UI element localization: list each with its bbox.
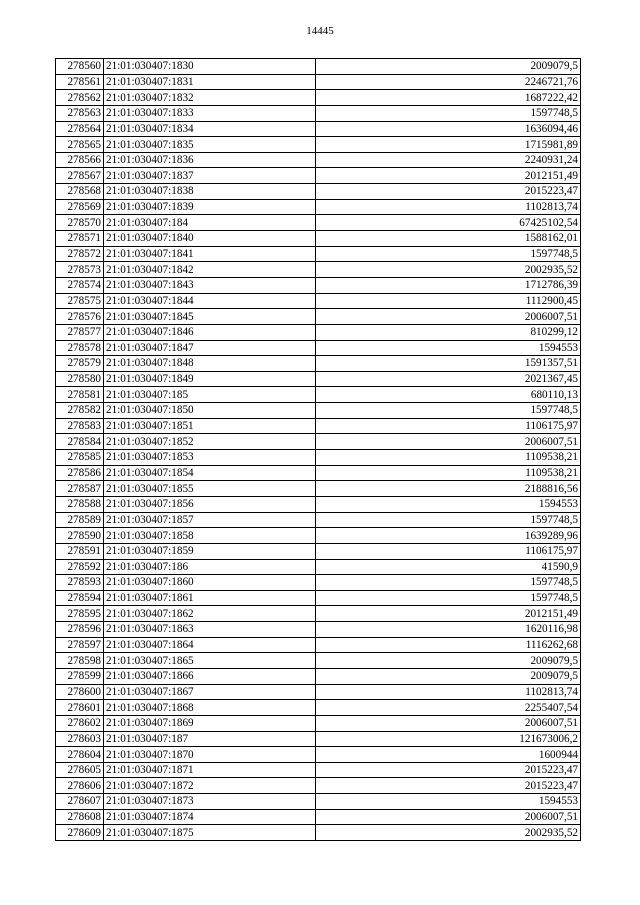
row-number-cell: 278571 xyxy=(56,231,104,247)
row-number-cell: 278598 xyxy=(56,653,104,669)
cadastral-value-cell: 1594553 xyxy=(316,794,581,810)
cadastral-value-cell: 67425102,54 xyxy=(316,215,581,231)
table-row xyxy=(56,606,581,622)
table-row xyxy=(56,74,581,90)
cadastral-number-cell: 21:01:030407:1863 xyxy=(104,622,316,638)
row-number-cell: 278582 xyxy=(56,403,104,419)
cadastral-number-cell: 21:01:030407:1847 xyxy=(104,340,316,356)
cadastral-number-cell: 21:01:030407:1831 xyxy=(104,74,316,90)
cadastral-number-cell: 21:01:030407:1851 xyxy=(104,418,316,434)
row-number-cell: 278609 xyxy=(56,825,104,841)
cadastral-number-cell: 21:01:030407:1866 xyxy=(104,668,316,684)
cadastral-value-cell: 1620116,98 xyxy=(316,622,581,638)
cadastral-number-cell: 21:01:030407:1845 xyxy=(104,309,316,325)
cadastral-number-cell: 21:01:030407:1830 xyxy=(104,59,316,75)
cadastral-number-cell: 21:01:030407:1859 xyxy=(104,543,316,559)
cadastral-value-cell: 1102813,74 xyxy=(316,684,581,700)
table-row xyxy=(56,152,581,168)
table-row xyxy=(56,450,581,466)
row-number-cell: 278565 xyxy=(56,137,104,153)
row-number-cell: 278576 xyxy=(56,309,104,325)
cadastral-value-cell: 2006007,51 xyxy=(316,809,581,825)
cadastral-value-cell: 2009079,5 xyxy=(316,59,581,75)
cadastral-value-cell: 2002935,52 xyxy=(316,262,581,278)
table-row xyxy=(56,465,581,481)
page-number: 14445 xyxy=(306,25,334,37)
cadastral-value-cell: 2009079,5 xyxy=(316,668,581,684)
cadastral-number-cell: 21:01:030407:1846 xyxy=(104,324,316,340)
table-row xyxy=(56,356,581,372)
cadastral-value-cell: 1715981,89 xyxy=(316,137,581,153)
row-number-cell: 278607 xyxy=(56,794,104,810)
row-number-cell: 278585 xyxy=(56,450,104,466)
cadastral-value-table xyxy=(55,58,581,841)
cadastral-value-cell: 2021367,45 xyxy=(316,371,581,387)
row-number-cell: 278601 xyxy=(56,700,104,716)
table-row xyxy=(56,731,581,747)
cadastral-value-cell: 1109538,21 xyxy=(316,465,581,481)
cadastral-number-cell: 21:01:030407:1833 xyxy=(104,105,316,121)
cadastral-value-cell: 1588162,01 xyxy=(316,231,581,247)
row-number-cell: 278568 xyxy=(56,184,104,200)
row-number-cell: 278578 xyxy=(56,340,104,356)
table-row xyxy=(56,105,581,121)
table-row xyxy=(56,762,581,778)
cadastral-value-cell: 1636094,46 xyxy=(316,121,581,137)
row-number-cell: 278580 xyxy=(56,371,104,387)
cadastral-value-cell: 1106175,97 xyxy=(316,418,581,434)
row-number-cell: 278602 xyxy=(56,715,104,731)
table-row xyxy=(56,121,581,137)
cadastral-number-cell: 21:01:030407:1849 xyxy=(104,371,316,387)
cadastral-number-cell: 21:01:030407:1839 xyxy=(104,199,316,215)
cadastral-number-cell: 21:01:030407:1860 xyxy=(104,575,316,591)
table-row xyxy=(56,559,581,575)
row-number-cell: 278569 xyxy=(56,199,104,215)
cadastral-value-cell: 1597748,5 xyxy=(316,246,581,262)
row-number-cell: 278579 xyxy=(56,356,104,372)
cadastral-number-cell: 21:01:030407:1850 xyxy=(104,403,316,419)
cadastral-value-cell: 2002935,52 xyxy=(316,825,581,841)
row-number-cell: 278566 xyxy=(56,152,104,168)
row-number-cell: 278596 xyxy=(56,622,104,638)
table-row xyxy=(56,168,581,184)
row-number-cell: 278581 xyxy=(56,387,104,403)
cadastral-number-cell: 21:01:030407:1855 xyxy=(104,481,316,497)
cadastral-number-cell: 21:01:030407:1864 xyxy=(104,637,316,653)
row-number-cell: 278605 xyxy=(56,762,104,778)
cadastral-value-cell: 2246721,76 xyxy=(316,74,581,90)
cadastral-number-cell: 21:01:030407:1836 xyxy=(104,152,316,168)
cadastral-value-cell: 1597748,5 xyxy=(316,575,581,591)
row-number-cell: 278599 xyxy=(56,668,104,684)
row-number-cell: 278606 xyxy=(56,778,104,794)
row-number-cell: 278600 xyxy=(56,684,104,700)
cadastral-number-cell: 21:01:030407:1844 xyxy=(104,293,316,309)
table-row xyxy=(56,653,581,669)
table-row xyxy=(56,199,581,215)
cadastral-number-cell: 21:01:030407:1868 xyxy=(104,700,316,716)
row-number-cell: 278595 xyxy=(56,606,104,622)
cadastral-value-cell: 1109538,21 xyxy=(316,450,581,466)
row-number-cell: 278577 xyxy=(56,324,104,340)
row-number-cell: 278587 xyxy=(56,481,104,497)
row-number-cell: 278588 xyxy=(56,496,104,512)
table-row xyxy=(56,371,581,387)
cadastral-number-cell: 21:01:030407:1840 xyxy=(104,231,316,247)
table-row xyxy=(56,512,581,528)
cadastral-value-cell: 1597748,5 xyxy=(316,512,581,528)
cadastral-number-cell: 21:01:030407:1865 xyxy=(104,653,316,669)
row-number-cell: 278562 xyxy=(56,90,104,106)
row-number-cell: 278567 xyxy=(56,168,104,184)
cadastral-number-cell: 21:01:030407:1867 xyxy=(104,684,316,700)
table-row xyxy=(56,590,581,606)
row-number-cell: 278590 xyxy=(56,528,104,544)
table-row xyxy=(56,434,581,450)
table-row xyxy=(56,324,581,340)
row-number-cell: 278584 xyxy=(56,434,104,450)
cadastral-number-cell: 21:01:030407:1869 xyxy=(104,715,316,731)
cadastral-number-cell: 21:01:030407:186 xyxy=(104,559,316,575)
cadastral-value-cell: 2015223,47 xyxy=(316,762,581,778)
cadastral-value-cell: 2012151,49 xyxy=(316,168,581,184)
cadastral-value-cell: 2006007,51 xyxy=(316,715,581,731)
cadastral-value-cell: 1600944 xyxy=(316,747,581,763)
cadastral-number-cell: 21:01:030407:1861 xyxy=(104,590,316,606)
cadastral-number-cell: 21:01:030407:1837 xyxy=(104,168,316,184)
cadastral-number-cell: 21:01:030407:1870 xyxy=(104,747,316,763)
cadastral-number-cell: 21:01:030407:1832 xyxy=(104,90,316,106)
row-number-cell: 278573 xyxy=(56,262,104,278)
table-row xyxy=(56,747,581,763)
row-number-cell: 278564 xyxy=(56,121,104,137)
row-number-cell: 278570 xyxy=(56,215,104,231)
cadastral-value-cell: 2255407,54 xyxy=(316,700,581,716)
cadastral-number-cell: 21:01:030407:1848 xyxy=(104,356,316,372)
cadastral-number-cell: 21:01:030407:1873 xyxy=(104,794,316,810)
row-number-cell: 278583 xyxy=(56,418,104,434)
row-number-cell: 278603 xyxy=(56,731,104,747)
cadastral-number-cell: 21:01:030407:1856 xyxy=(104,496,316,512)
cadastral-value-cell: 1687222,42 xyxy=(316,90,581,106)
table-row xyxy=(56,387,581,403)
row-number-cell: 278575 xyxy=(56,293,104,309)
cadastral-number-cell: 21:01:030407:1874 xyxy=(104,809,316,825)
row-number-cell: 278594 xyxy=(56,590,104,606)
table-row xyxy=(56,794,581,810)
cadastral-number-cell: 21:01:030407:1854 xyxy=(104,465,316,481)
cadastral-number-cell: 21:01:030407:1835 xyxy=(104,137,316,153)
row-number-cell: 278561 xyxy=(56,74,104,90)
cadastral-value-cell: 2006007,51 xyxy=(316,434,581,450)
cadastral-value-cell: 1597748,5 xyxy=(316,403,581,419)
row-number-cell: 278572 xyxy=(56,246,104,262)
cadastral-value-cell: 1102813,74 xyxy=(316,199,581,215)
row-number-cell: 278597 xyxy=(56,637,104,653)
cadastral-number-cell: 21:01:030407:1871 xyxy=(104,762,316,778)
cadastral-number-cell: 21:01:030407:1853 xyxy=(104,450,316,466)
table-row xyxy=(56,481,581,497)
table-body xyxy=(56,59,581,841)
cadastral-number-cell: 21:01:030407:1872 xyxy=(104,778,316,794)
table-row xyxy=(56,700,581,716)
cadastral-value-cell: 41590,9 xyxy=(316,559,581,575)
cadastral-value-cell: 1597748,5 xyxy=(316,590,581,606)
cadastral-number-cell: 21:01:030407:1843 xyxy=(104,277,316,293)
table-row xyxy=(56,575,581,591)
cadastral-value-cell: 2012151,49 xyxy=(316,606,581,622)
cadastral-number-cell: 21:01:030407:1875 xyxy=(104,825,316,841)
table-row xyxy=(56,778,581,794)
table-row xyxy=(56,637,581,653)
table-row xyxy=(56,340,581,356)
table-row xyxy=(56,184,581,200)
table-row xyxy=(56,668,581,684)
row-number-cell: 278604 xyxy=(56,747,104,763)
cadastral-number-cell: 21:01:030407:1838 xyxy=(104,184,316,200)
row-number-cell: 278560 xyxy=(56,59,104,75)
table-row xyxy=(56,277,581,293)
cadastral-value-cell: 1116262,68 xyxy=(316,637,581,653)
row-number-cell: 278589 xyxy=(56,512,104,528)
table-row xyxy=(56,293,581,309)
row-number-cell: 278586 xyxy=(56,465,104,481)
cadastral-number-cell: 21:01:030407:1858 xyxy=(104,528,316,544)
table-row xyxy=(56,496,581,512)
row-number-cell: 278563 xyxy=(56,105,104,121)
row-number-cell: 278574 xyxy=(56,277,104,293)
table-row xyxy=(56,825,581,841)
table-row xyxy=(56,59,581,75)
cadastral-number-cell: 21:01:030407:1862 xyxy=(104,606,316,622)
cadastral-value-cell: 2240931,24 xyxy=(316,152,581,168)
table-row xyxy=(56,809,581,825)
cadastral-number-cell: 21:01:030407:1857 xyxy=(104,512,316,528)
cadastral-value-cell: 2188816,56 xyxy=(316,481,581,497)
table-row xyxy=(56,715,581,731)
table-row xyxy=(56,528,581,544)
table-row xyxy=(56,262,581,278)
cadastral-value-cell: 1591357,51 xyxy=(316,356,581,372)
cadastral-value-cell: 1712786,39 xyxy=(316,277,581,293)
cadastral-number-cell: 21:01:030407:185 xyxy=(104,387,316,403)
cadastral-value-cell: 2015223,47 xyxy=(316,184,581,200)
table-row xyxy=(56,543,581,559)
table-row xyxy=(56,403,581,419)
table-row xyxy=(56,622,581,638)
table-row xyxy=(56,137,581,153)
table-row xyxy=(56,309,581,325)
cadastral-value-cell: 2015223,47 xyxy=(316,778,581,794)
cadastral-value-cell: 1594553 xyxy=(316,340,581,356)
table-row xyxy=(56,231,581,247)
table-row xyxy=(56,418,581,434)
cadastral-value-cell: 2009079,5 xyxy=(316,653,581,669)
cadastral-number-cell: 21:01:030407:1834 xyxy=(104,121,316,137)
cadastral-value-cell: 2006007,51 xyxy=(316,309,581,325)
row-number-cell: 278591 xyxy=(56,543,104,559)
row-number-cell: 278593 xyxy=(56,575,104,591)
cadastral-value-cell: 680110,13 xyxy=(316,387,581,403)
cadastral-value-cell: 1594553 xyxy=(316,496,581,512)
cadastral-number-cell: 21:01:030407:1841 xyxy=(104,246,316,262)
cadastral-value-cell: 1597748,5 xyxy=(316,105,581,121)
cadastral-number-cell: 21:01:030407:184 xyxy=(104,215,316,231)
cadastral-value-cell: 1106175,97 xyxy=(316,543,581,559)
cadastral-value-cell: 1112900,45 xyxy=(316,293,581,309)
row-number-cell: 278608 xyxy=(56,809,104,825)
cadastral-value-cell: 810299,12 xyxy=(316,324,581,340)
table-row xyxy=(56,684,581,700)
table-row xyxy=(56,215,581,231)
cadastral-value-cell: 121673006,2 xyxy=(316,731,581,747)
cadastral-value-cell: 1639289,96 xyxy=(316,528,581,544)
row-number-cell: 278592 xyxy=(56,559,104,575)
cadastral-number-cell: 21:01:030407:1852 xyxy=(104,434,316,450)
cadastral-number-cell: 21:01:030407:1842 xyxy=(104,262,316,278)
table-row xyxy=(56,246,581,262)
table-row xyxy=(56,90,581,106)
cadastral-number-cell: 21:01:030407:187 xyxy=(104,731,316,747)
